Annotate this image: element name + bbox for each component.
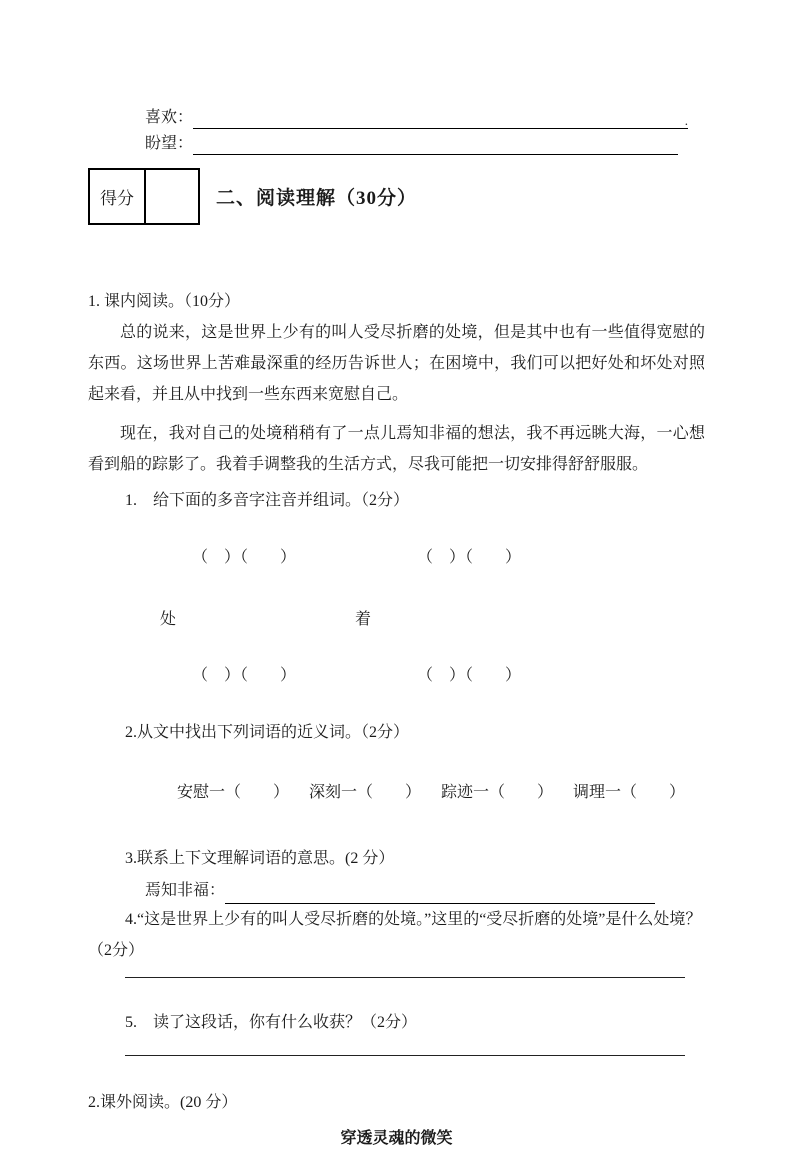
pinyin-paren-row-bottom [88,634,705,718]
fill-line-like [145,103,705,129]
section-title: 二、阅读理解（30分） [216,187,418,209]
polyphonic-character: 处 [160,611,177,628]
score-box-label: 得分 [90,170,146,223]
fill-line-hope-label: 盼望： [145,135,194,152]
fill-line-like-blank [193,108,688,129]
subquestion-4: 4.“这是世界上少有的叫人受尽折磨的处境。”这里的“受尽折磨的处境”是什么处境？（2分） [88,911,702,959]
polyphonic-character: 着 [355,611,372,628]
passage-paragraph-2: 现在，我对自己的处境稍稍有了一点儿焉知非福的想法，我不再远眺大海，一心想看到船的踪影了。我着手调整我的生活方式，尽我可能把一切安排得舒舒服服。 [88,425,705,473]
reading-section [88,287,705,1154]
score-box [88,168,200,225]
paren-group: （ ）（ ） [417,667,522,684]
synonym-item: 踪迹一（ ） [441,784,554,801]
fill-line-hope [145,129,705,155]
score-box-value-cell [146,170,198,223]
passage-2-title: 穿透灵魂的微笑 [340,1130,453,1147]
answer-blank-line [125,977,685,978]
term-label: 焉知非福： [145,882,226,899]
pinyin-paren-row-top [88,516,705,600]
answer-blank-line [125,1055,685,1056]
paren-group: （ ）（ ） [417,549,522,566]
synonym-item: 安慰一（ ） [177,784,290,801]
paren-group: （ ）（ ） [192,549,297,566]
subquestion-5: 5. 读了这段话，你有什么收获？（2分） [125,1014,418,1031]
term-definition-line [145,874,705,904]
subquestion-1: 1. 给下面的多音字注音并组词。（2分） [125,492,410,509]
fill-line-like-label: 喜欢： [145,109,194,126]
polyphonic-characters-row [88,606,705,634]
stray-period-mark: . [684,113,689,128]
subquestion-3: 3.联系上下文理解词语的意思。(2 分） [125,850,395,867]
synonym-blanks-row [88,748,705,838]
subquestion-2: 2.从文中找出下列词语的近义词。（2分） [125,724,410,741]
synonym-item: 深刻一（ ） [309,784,422,801]
synonym-item: 调理一（ ） [573,784,686,801]
question-2-heading: 2.课外阅读。(20 分） [88,1094,238,1111]
passage-paragraph-1: 总的说来，这是世界上少有的叫人受尽折磨的处境，但是其中也有一些值得宽慰的东西。这场世界上苦难最深重的经历告诉世人；在困境中，我们可以把好处和坏处对照起来看，并且从中找到一些东西来宽慰自己。 [88,324,705,403]
fill-line-hope-blank [193,134,678,155]
term-answer-blank [225,880,655,904]
section-header [88,167,705,225]
paren-group: （ ）（ ） [192,667,297,684]
question-1-heading: 1. 课内阅读。（10分） [88,293,241,310]
